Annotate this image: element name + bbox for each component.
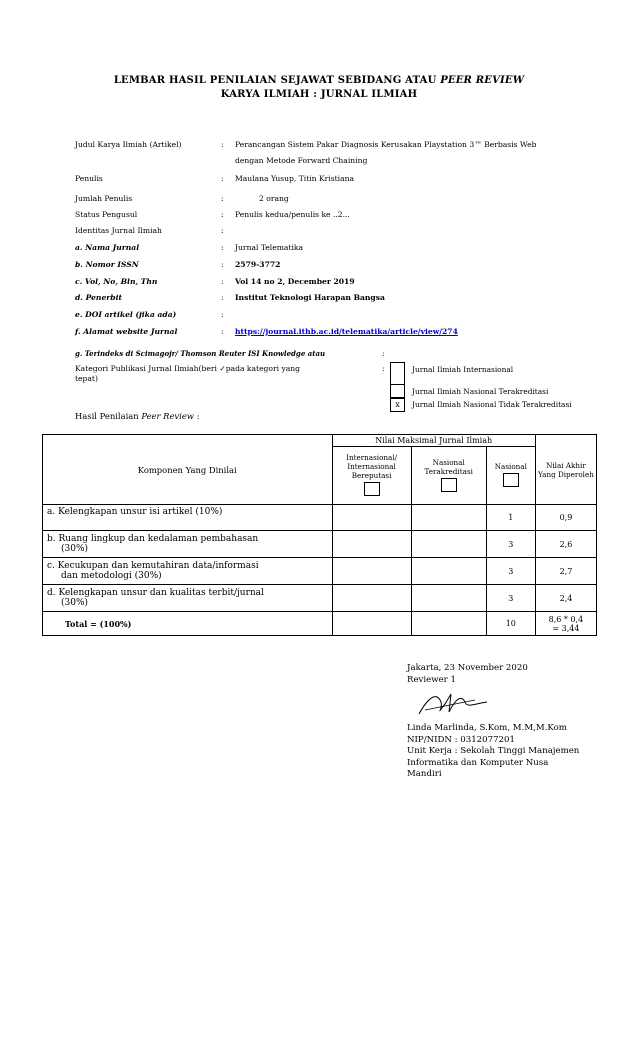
- category-label-internasional: Jurnal Ilmiah Internasional: [412, 365, 514, 374]
- reviewer-nip: NIP/NIDN : 0312077201: [407, 734, 515, 745]
- volume-label: c. Vol, No, Bln, Thn: [75, 277, 158, 286]
- header-nilai-akhir: Nilai Akhir Yang Diperoleh: [535, 435, 596, 505]
- volume-value: Vol 14 no 2, December 2019: [235, 277, 355, 286]
- signature-scribble: [415, 690, 495, 720]
- penulis-label: Penulis: [75, 174, 103, 183]
- hasil-penilaian-label: Hasil Penilaian Peer Review :: [75, 411, 200, 421]
- judul-value-2: dengan Metode Forward Chaining: [235, 156, 368, 165]
- reviewer-role: Reviewer 1: [407, 674, 456, 685]
- assessment-table: [42, 434, 597, 636]
- website-link[interactable]: https://journal.ithb.ac.id/telematika/article/view/274: [235, 327, 458, 336]
- table-row: a. Kelengkapan unsur isi artikel (10%) 1 0,9: [43, 505, 597, 531]
- reviewer-unit-3: Mandiri: [407, 769, 442, 779]
- internasional-checkbox[interactable]: [364, 482, 380, 496]
- table-row: c. Kecukupan dan kemutahiran data/informasi dan metodologi (30%) 3 2,7: [43, 558, 597, 585]
- penerbit-label: d. Penerbit: [75, 293, 122, 302]
- header-komponen: Komponen Yang Dinilai: [43, 435, 333, 505]
- status-value: Penulis kedua/penulis ke ..2...: [235, 210, 350, 219]
- document-subtitle: KARYA ILMIAH : JURNAL ILMIAH: [220, 89, 418, 100]
- header-nasional: Nasional: [486, 447, 535, 505]
- penerbit-value: Institut Teknologi Harapan Bangsa: [235, 293, 385, 302]
- header-internasional: Internasional/ Internasional Bereputasi: [332, 447, 411, 505]
- nama-jurnal-label: a. Nama Jurnal: [75, 243, 140, 252]
- table-row: d. Kelengkapan unsur dan kualitas terbit/jurnal (30%) 3 2,4: [43, 585, 597, 612]
- category-label-nasional-terakreditasi: Jurnal Ilmiah Nasional Terakreditasi: [412, 387, 549, 396]
- index-label: g. Terindeks di Scimagojr/ Thomson Reuter ISI Knowledge atau: [75, 349, 326, 358]
- doi-label: e. DOI artikel (jika ada): [75, 310, 177, 319]
- place-date: Jakarta, 23 November 2020: [407, 663, 528, 673]
- header-nilai-maksimal: Nilai Maksimal Jurnal Ilmiah: [332, 435, 535, 447]
- kategori-label-2: tepat): [75, 374, 98, 383]
- category-checkbox-nasional-tidak-terakreditasi[interactable]: x: [390, 397, 405, 412]
- category-checkbox-internasional[interactable]: [390, 362, 405, 385]
- header-nasional-terakreditasi: Nasional Terakreditasi: [411, 447, 486, 505]
- status-label: Status Pengusul: [75, 210, 138, 219]
- reviewer-name: Linda Marlinda, S.Kom, M.M,M.Kom: [407, 723, 567, 733]
- judul-label: Judul Karya Ilmiah (Artikel): [75, 140, 182, 149]
- jumlah-label: Jumlah Penulis: [75, 194, 133, 203]
- reviewer-unit-1: Unit Kerja : Sekolah Tinggi Manajemen: [407, 746, 580, 756]
- website-label: f. Alamat website Jurnal: [75, 327, 178, 336]
- signature-block: [407, 663, 617, 686]
- penulis-value: Maulana Yusup, Titin Kristiana: [235, 174, 355, 183]
- nama-jurnal-value: Jurnal Telematika: [235, 243, 304, 252]
- judul-value-1: Perancangan Sistem Pakar Diagnosis Kerusakan Playstation 3™ Berbasis Web: [235, 140, 537, 149]
- table-row: b. Ruang lingkup dan kedalaman pembahasan (30%) 3 2,6: [43, 531, 597, 558]
- identitas-label: Identitas Jurnal Ilmiah: [75, 226, 162, 235]
- category-label-nasional-tidak-terakreditasi: Jurnal Ilmiah Nasional Tidak Terakreditasi: [412, 400, 572, 409]
- issn-label: b. Nomor ISSN: [75, 260, 139, 269]
- jumlah-value: 2 orang: [259, 194, 289, 203]
- issn-value: 2579-3772: [235, 260, 281, 269]
- kategori-label: Kategori Publikasi Jurnal Ilmiah(beri ✓pada kategori yang: [75, 364, 301, 373]
- total-row: Total = (100%) 10 8,6 * 0,4 = 3,44: [43, 612, 597, 636]
- reviewer-details: [407, 723, 617, 781]
- reviewer-unit-2: Informatika dan Komputer Nusa: [407, 757, 549, 768]
- nasional-checkbox[interactable]: [503, 473, 519, 487]
- document-title: LEMBAR HASIL PENILAIAN SEJAWAT SEBIDANG ATAU PEER REVIEW: [113, 75, 525, 86]
- nasional-terakreditasi-checkbox[interactable]: [441, 478, 457, 492]
